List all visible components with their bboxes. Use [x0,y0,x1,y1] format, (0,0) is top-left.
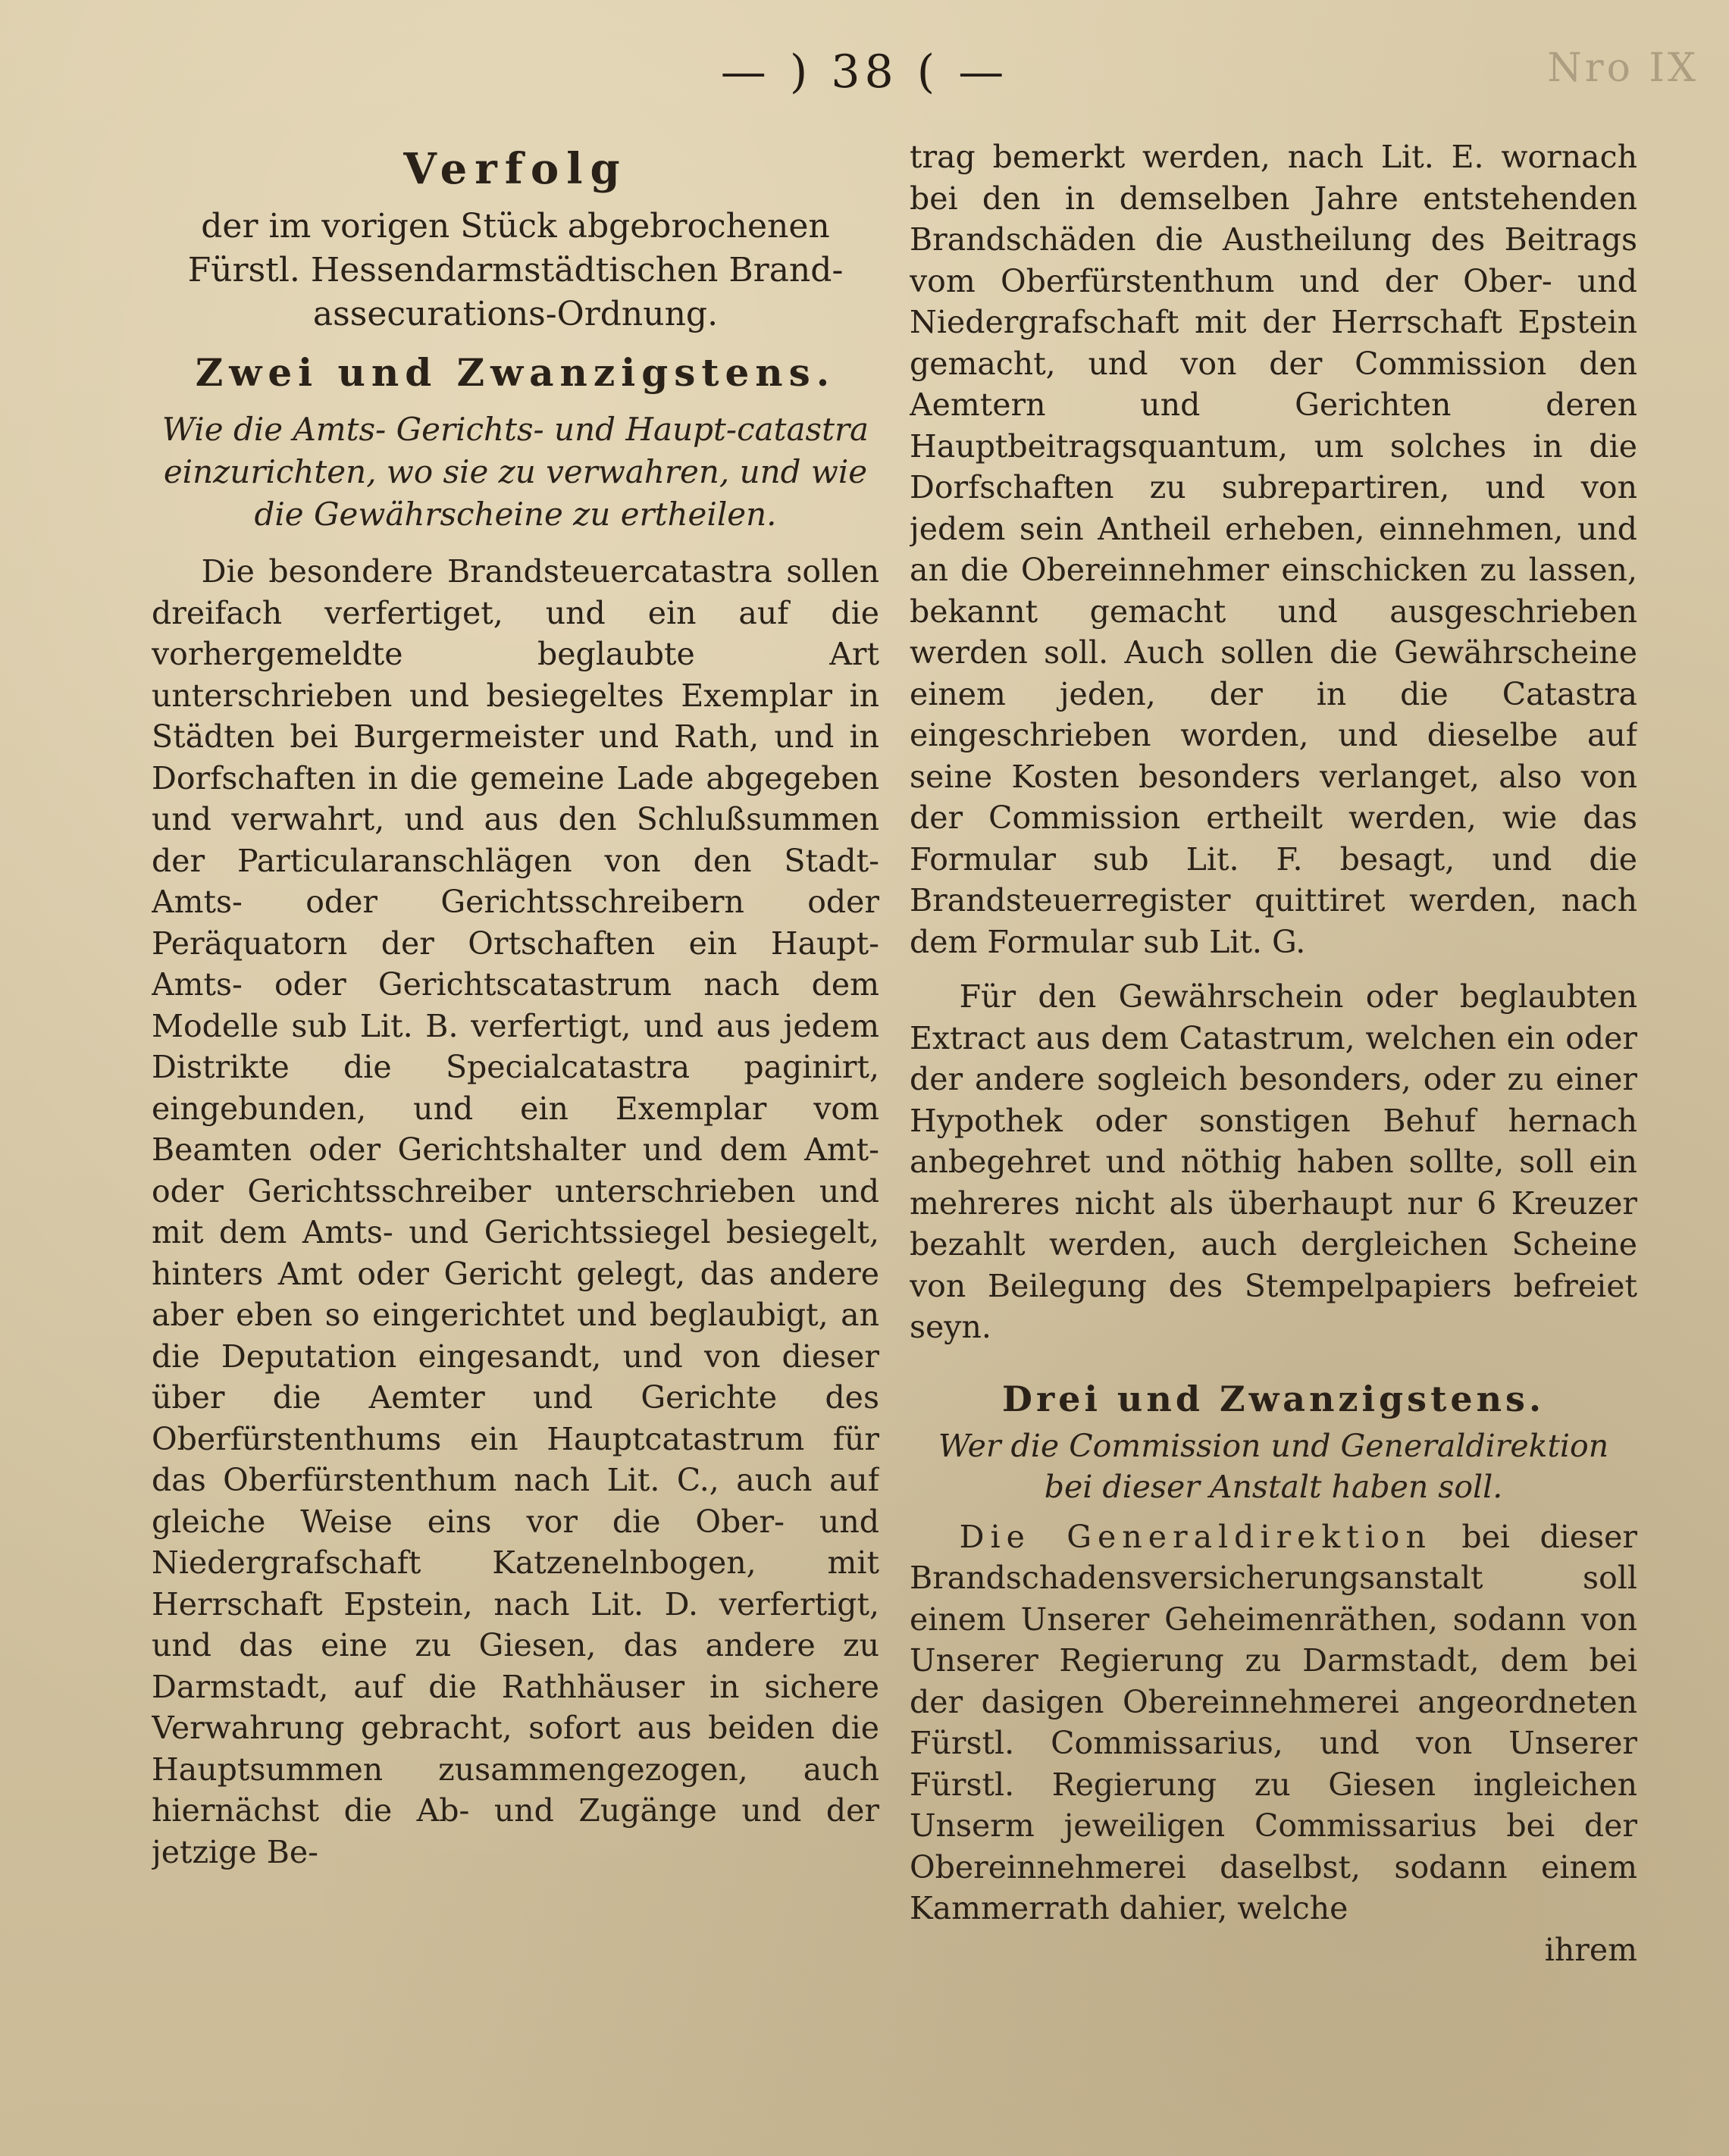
section-rubric-23: Wer die Commission und Generaldirektion bei dieser Anstalt haben soll. [938,1427,1609,1505]
section-heading-23: Drei und Zwanzigstens. [1002,1378,1545,1419]
paragraph-right-3-lead: Die Generaldirektion [959,1518,1432,1555]
catchword: ihrem [1544,1931,1637,1968]
bleed-through-header: Nro IX [1547,45,1699,91]
subtitle: der im vorigen Stück abgebrochenen Fürstl. Hessendarmstädtischen Brand-assecurations-Ordnung. [187,207,844,333]
paragraph-left: Die besondere Brandsteuercatastra sollen dreifach verfertiget, und ein auf die vorhergemeldte beglaubte Art unterschrieben und besiegeltes Exemplar in Städten bei Burgermeister und Rath, und in Dorfschaften in die gemeine Lade abgegeben und verwahrt, und aus den Schlußsummen der Particularanschlägen von den Stadt- Amts- oder Gerichtsschreibern oder Peräquatorn der Ortschaften ein Haupt- Amts- oder Gerichtscatastrum nach dem Modelle sub Lit. B. verfertigt, und aus jedem Distrikte die Specialcatastra paginirt, eingebunden, und ein Exemplar vom Beamten oder Gerichtshalter und dem Amt- oder Gerichtsschreiber unterschrieben und mit dem Amts- und Gerichtssiegel besiegelt, hinters Amt oder Gericht gelegt, das andere aber eben so eingerichtet und beglaubigt, an die Deputation eingesandt, und von dieser über die Aemter und Gerichte des Oberfürstenthums ein Hauptcatastrum für das Oberfürstenthum nach Lit. C., auch auf gleiche Weise eins vor die Ober- und Niedergrafschaft Katzenelnbogen, mit Herrschaft Epstein, nach Lit. D. verfertigt, und das eine zu Giesen, das andere zu Darmstadt, auf die Rathhäuser in sichere Verwahrung gebracht, sofort aus beiden die Hauptsummen zusammengezogen, auch hiernächst die Ab- und Zugänge und der jetzige Be- [152,553,879,1870]
section-heading-22: Zwei und Zwanzigstens. [195,350,836,395]
left-column [152,136,879,2122]
title: Verfolg [403,144,628,194]
right-column [910,136,1637,2122]
section-rubric-22: Wie die Amts- Gerichts- und Haupt-catastra einzurichten, wo sie zu verwahren, und wie die Gewährscheine zu ertheilen. [161,411,869,533]
paragraph-right-3 [910,1516,1637,1929]
page-header: — ) 38 ( — [720,45,1009,99]
paragraph-right-3-body: bei dieser Brandschadensversicherungsanstalt soll einem Unserer Geheimenräthen, sodann von Unserer Regierung zu Darmstadt, dem bei der dasigen Obereinnehmerei angeordneten Fürstl. Commissarius, und von Unserer Fürstl. Regierung zu Giesen ingleichen Unserm jeweiligen Commissarius bei der Obereinnehmerei daselbst, sodann einem Kammerrath dahier, welche [910,1518,1637,1926]
paragraph-right-1: trag bemerkt werden, nach Lit. E. wornach bei den in demselben Jahre entstehenden Brandschäden die Austheilung des Beitrags vom Oberfürstenthum und der Ober- und Niedergrafschaft mit der Herrschaft Epstein gemacht, und von der Commission den Aemtern und Gerichten deren Hauptbeitragsquantum, um solches in die Dorfschaften zu subrepartiren, und von jedem sein Antheil erheben, einnehmen, und an die Obereinnehmer einschicken zu lassen, bekannt gemacht und ausgeschrieben werden soll. Auch sollen die Gewährscheine einem jeden, der in die Catastra eingeschrieben worden, und dieselbe auf seine Kosten besonders verlanget, also von der Commission ertheilt werden, wie das Formular sub Lit. F. besagt, und die Brandsteuerregister quittiret werden, nach dem Formular sub Lit. G. [910,139,1637,960]
paragraph-right-2: Für den Gewährschein oder beglaubten Extract aus dem Catastrum, welchen ein oder der andere sogleich besonders, oder zu einer Hypothek oder sonstigen Behuf hernach anbegehret und nöthig haben sollte, soll ein mehreres nicht als überhaupt nur 6 Kreuzer bezahlt werden, auch dergleichen Scheine von Beilegung des Stempelpapiers befreiet seyn. [910,978,1637,1345]
